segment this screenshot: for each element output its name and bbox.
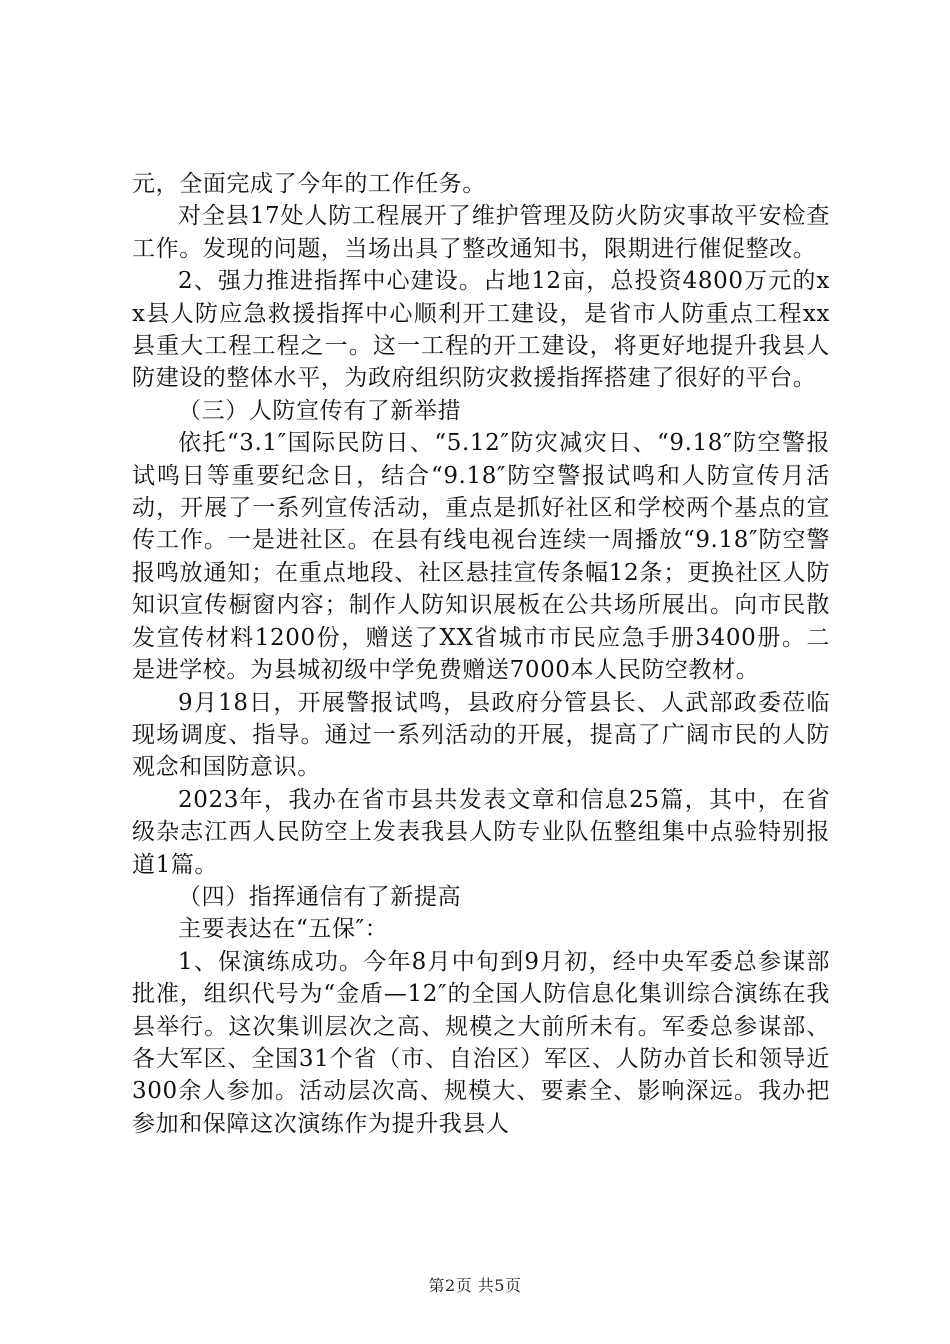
paragraph-continuation: 元，全面完成了今年的工作任务。 [132,171,486,197]
paragraph-exercise-guarantee: 1、保演练成功。今年8月中旬到9月初，经中央军委总参谋部批准，组织代号为“金盾—12″的全国人防信息化集训综合演练在我县举行。这次集训层次之高、规模之大前所未有。军委总参谋部、各大军区、全国31个省（市、自治区）军区、人防办首长和领导近300余人参加。活动层次高、规模大、要素全、影响深远。我办把参加和保障这次演练作为提升我县人 [132,948,830,1137]
paragraph-articles-published: 2023年，我办在省市县共发表文章和信息25篇，其中，在省级杂志江西人民防空上发表我县人防专业队伍整组集中点验特别报道1篇。 [132,786,830,878]
page-footer: 第2页 共5页 [428,1276,522,1295]
section-heading-communications: （四）指挥通信有了新提高 [178,883,462,910]
document-body [132,168,830,1140]
paragraph-publicity-activities: 依托“3.1″国际民防日、“5.12″防灾减灾日、“9.18″防空警报试鸣日等重要纪念日，结合“9.18″防空警报试鸣和人防宣传月活动，开展了一系列宣传活动，重点是抓好社区和学校两个基点的宣传工作。一是进社区。在县有线电视台连续一周播放“9.18″防空警报鸣放通知；在重点地段、社区悬挂宣传条幅12条；更换社区人防知识宣传橱窗内容；制作人防知识展板在公共场所展出。向市民散发宣传材料1200份，赠送了XX省城市市民应急手册3400册。二是进学校。为县城初级中学免费赠送7000本人民防空教材。 [132,430,830,684]
paragraph-alarm-test: 9月18日，开展警报试鸣，县政府分管县长、人武部政委莅临现场调度、指导。通过一系列活动的开展，提高了广阔市民的人防观念和国防意识。 [132,689,830,781]
paragraph-command-center: 2、强力推进指挥中心建设。占地12亩，总投资4800万元的xx县人防应急救援指挥中心顺利开工建设，是省市人防重点工程xx县重大工程工程之一。这一工程的开工建设，将更好地提升我县人防建设的整体水平，为政府组织防灾救援指挥搭建了很好的平台。 [132,268,830,392]
paragraph-inspection: 对全县17处人防工程展开了维护管理及防火防灾事故平安检查工作。发现的问题，当场出具了整改通知书，限期进行催促整改。 [132,203,830,262]
section-heading-publicity: （三）人防宣传有了新举措 [178,397,462,424]
paragraph-five-guarantees: 主要表达在“五保″： [178,916,389,943]
